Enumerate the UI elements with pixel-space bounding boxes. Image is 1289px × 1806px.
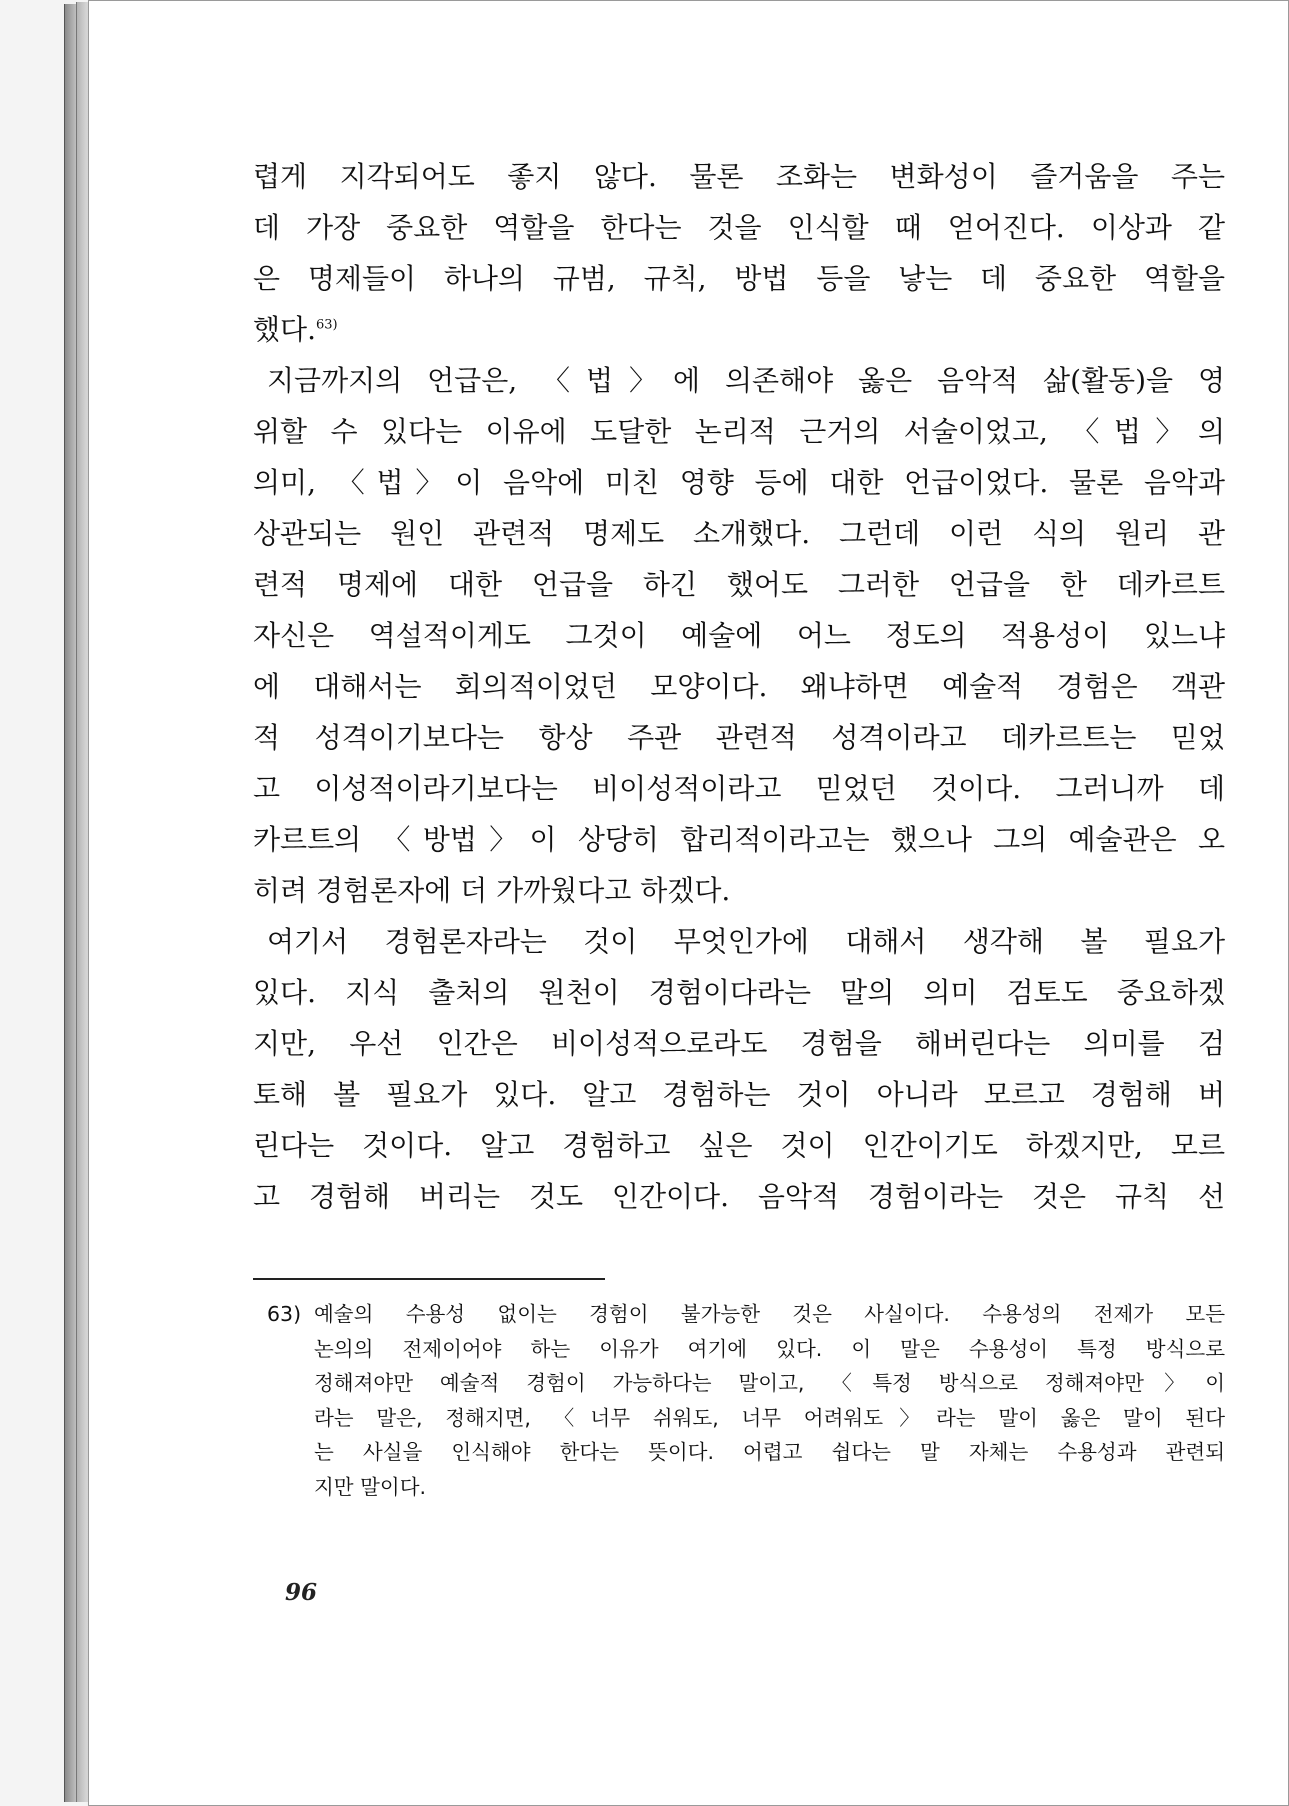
footnote-line: 예술의 수용성 없이는 경험이 불가능한 것은 사실이다. 수용성의 전제가 모든 [314, 1302, 1225, 1326]
body-line: 히려 경험론자에 더 가까웠다고 하겠다. [253, 874, 731, 907]
footnote-marker: 63) [267, 1302, 302, 1326]
body-line: 적 성격이기보다는 항상 주관 관련적 성격이라고 데카르트는 믿었 [253, 721, 1225, 754]
page-number: 96 [285, 1579, 318, 1606]
body-line: 은 명제들이 하나의 규범, 규칙, 방법 등을 낳는 데 중요한 역할을 [253, 262, 1225, 295]
footnote-line: 논의의 전제이어야 하는 이유가 여기에 있다. 이 말은 수용성이 특정 방식으로 [314, 1336, 1225, 1361]
body-line: 렵게 지각되어도 좋지 않다. 물론 조화는 변화성이 즐거움을 주는 [253, 160, 1225, 193]
body-text [253, 151, 1225, 1222]
footnote-line: 는 사실을 인식해야 한다는 뜻이다. 어렵고 쉽다는 말 자체는 수용성과 관련되 [314, 1440, 1225, 1464]
body-line: 고 경험해 버리는 것도 인간이다. 음악적 경험이라는 것은 규칙 선 [253, 1180, 1225, 1213]
body-line: 고 이성적이라기보다는 비이성적이라고 믿었던 것이다. 그러니까 데 [253, 772, 1225, 805]
body-line: 에 대해서는 회의적이었던 모양이다. 왜냐하면 예술적 경험은 객관 [253, 670, 1225, 703]
book-page [88, 0, 1289, 1806]
body-line: 련적 명제에 대한 언급을 하긴 했어도 그러한 언급을 한 데카르트 [253, 568, 1225, 601]
footnote-line: 라는 말은, 정해지면, 〈너무 쉬워도, 너무 어려워도〉라는 말이 옳은 말이 된다 [314, 1405, 1225, 1430]
footnote-line: 지만 말이다. [314, 1474, 427, 1499]
body-line [253, 304, 1225, 355]
footnote [267, 1297, 1225, 1504]
body-line: 있다. 지식 출처의 원천이 경험이다라는 말의 의미 검토도 중요하겠 [253, 976, 1225, 1009]
body-line: 자신은 역설적이게도 그것이 예술에 어느 정도의 적용성이 있느냐 [253, 619, 1225, 652]
footnote-line: 정해져야만 예술적 경험이 가능하다는 말이고, 〈특정 방식으로 정해져야만〉이 [314, 1371, 1225, 1395]
body-line: 데 가장 중요한 역할을 한다는 것을 인식할 때 얻어진다. 이상과 같 [253, 211, 1225, 244]
footnote-divider [253, 1278, 605, 1280]
body-line: 지금까지의 언급은, 〈법〉에 의존해야 옳은 음악적 삶(활동)을 영 [267, 364, 1225, 397]
body-line: 토해 볼 필요가 있다. 알고 경험하는 것이 아니라 모르고 경험해 버 [253, 1078, 1225, 1111]
footnote-reference: 63) [316, 317, 338, 333]
body-line: 지만, 우선 인간은 비이성적으로라도 경험을 해버린다는 의미를 검 [253, 1027, 1225, 1060]
body-line: 여기서 경험론자라는 것이 무엇인가에 대해서 생각해 볼 필요가 [267, 925, 1225, 958]
body-line: 상관되는 원인 관련적 명제도 소개했다. 그런데 이런 식의 원리 관 [253, 517, 1225, 550]
body-line: 의미, 〈법〉이 음악에 미친 영향 등에 대한 언급이었다. 물론 음악과 [253, 466, 1225, 499]
body-line: 린다는 것이다. 알고 경험하고 싶은 것이 인간이기도 하겠지만, 모르 [253, 1129, 1225, 1162]
body-line: 카르트의 〈방법〉이 상당히 합리적이라고는 했으나 그의 예술관은 오 [253, 823, 1225, 856]
footnote-text [314, 1297, 1225, 1504]
body-line: 위할 수 있다는 이유에 도달한 논리적 근거의 서술이었고, 〈법〉의 [253, 415, 1225, 448]
body-line-text: 했다. [253, 313, 316, 346]
